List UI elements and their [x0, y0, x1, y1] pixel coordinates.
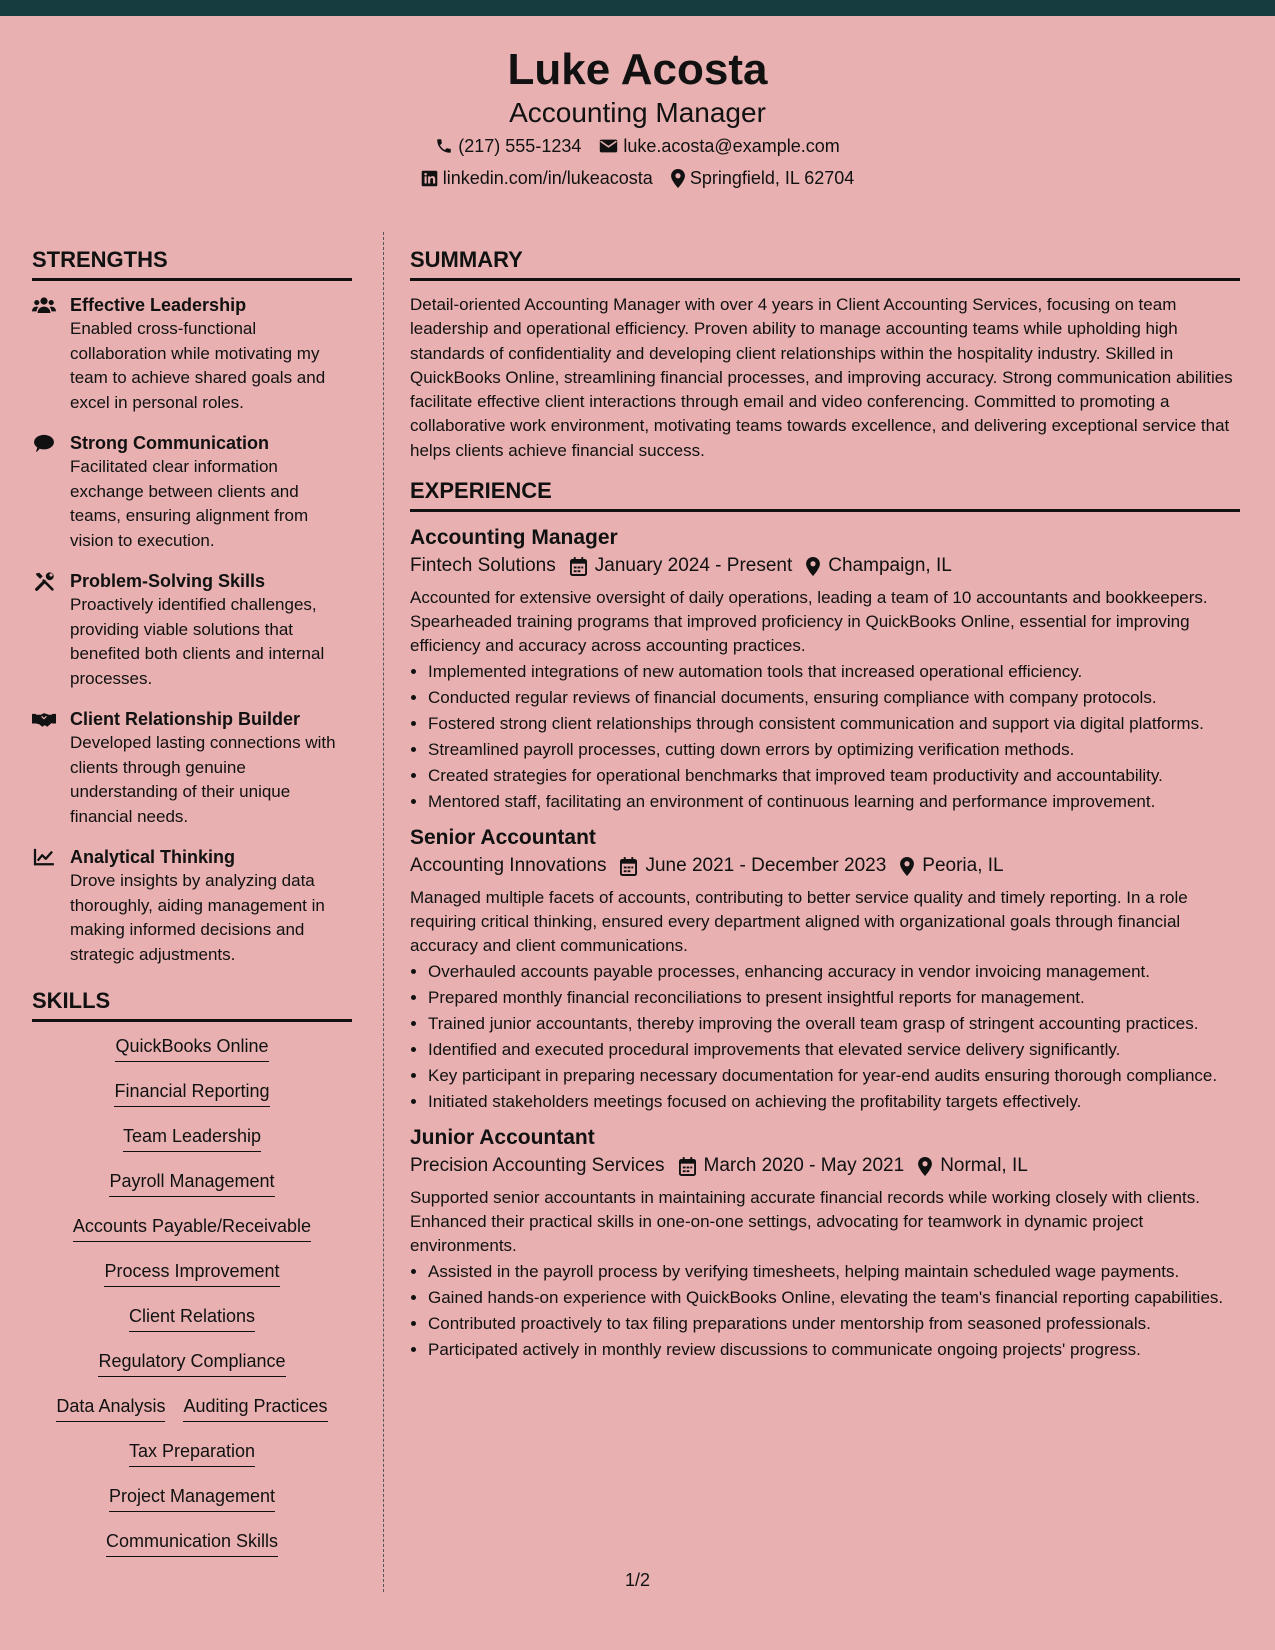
strength-name: Strong Communication: [70, 433, 269, 453]
strength-item: [32, 845, 352, 967]
strength-item: [32, 569, 352, 691]
column-divider: [383, 232, 384, 1592]
skill-tag: Team Leadership: [123, 1124, 261, 1152]
job-company: Accounting Innovations: [410, 855, 607, 877]
job-bullet: • Assisted in the payroll process by verifying timesheets, helping maintain scheduled wage payments.: [428, 1260, 1240, 1284]
job-meta: [410, 852, 1240, 880]
left-column: [32, 246, 352, 1574]
job-bullet: • Streamlined payroll processes, cutting down errors by optimizing verification methods.: [428, 738, 1240, 762]
chart-line-icon: [32, 847, 56, 867]
strength-name: Analytical Thinking: [70, 847, 236, 867]
job-dates: January 2024 - Present: [594, 555, 793, 577]
job-bullets: [410, 1260, 1240, 1362]
skills-list: [32, 1034, 352, 1574]
skill-tag: Accounts Payable/Receivable: [73, 1214, 311, 1242]
handshake-icon: [32, 709, 56, 729]
job-dates: June 2021 - December 2023: [645, 855, 887, 877]
job-location: Champaign, IL: [828, 555, 952, 577]
contact-row-1: [0, 134, 1275, 158]
candidate-name: Luke Acosta: [507, 45, 768, 94]
top-accent-bar: [0, 0, 1275, 16]
contact-row-2: [0, 166, 1275, 190]
job-bullet: • Contributed proactively to tax filing preparations under mentorship from seasoned professionals.: [428, 1312, 1240, 1336]
speech-bubble-icon: [32, 433, 56, 453]
skill-tag: Data Analysis: [56, 1394, 165, 1422]
skill-tag: Communication Skills: [106, 1529, 278, 1557]
job-bullet: • Key participant in preparing necessary documentation for year-end audits ensuring thorough compliance.: [428, 1064, 1240, 1088]
summary-text: Detail-oriented Accounting Manager with over 4 years in Client Accounting Services, focusing on team leadership and operational efficiency. Proven ability to manage accounting teams while upholding high standards of confidentiality and developing client relationships within the hospitality industry. Skilled in QuickBooks Online, streamlining financial processes, and improving accuracy. Strong communication abilities facilitate effective client interactions through email and video conferencing. Committed to promoting a collaborative work environment, motivating teams towards excellence, and delivering exceptional service that helps clients achieve financial success.: [410, 295, 1233, 460]
experience-heading: EXPERIENCE: [410, 477, 1240, 512]
linkedin-text[interactable]: linkedin.com/in/lukeacosta: [442, 168, 653, 188]
job-bullet: • Identified and executed procedural improvements that elevated service delivery significantly.: [428, 1038, 1240, 1062]
strengths-heading: STRENGTHS: [32, 246, 352, 281]
location-text: Springfield, IL 62704: [689, 168, 855, 188]
strength-item: [32, 293, 352, 415]
job-meta: [410, 1152, 1240, 1180]
job-description: Accounted for extensive oversight of daily operations, leading a team of 10 accountants and bookkeepers. Spearheaded training programs that improved proficiency in QuickBooks Online, essential for improving efficiency and accuracy across accounting practices.: [410, 588, 1208, 656]
page-number: 1/2: [624, 1570, 651, 1590]
job-bullet: • Prepared monthly financial reconciliations to present insightful reports for management.: [428, 986, 1240, 1010]
summary-heading: SUMMARY: [410, 246, 1240, 281]
job-description: Managed multiple facets of accounts, contributing to better service quality and timely reporting. In a role requiring critical thinking, ensured every department aligned with organizational goals through financial accuracy and client communications.: [410, 888, 1188, 956]
location-contact: [671, 166, 854, 190]
job-location: Peoria, IL: [922, 855, 1004, 877]
users-icon: [32, 295, 56, 315]
job-bullet: • Conducted regular reviews of financial documents, ensuring compliance with company protocols.: [428, 686, 1240, 710]
job-entry: [410, 1124, 1240, 1362]
email-text[interactable]: luke.acosta@example.com: [623, 136, 840, 156]
right-column: [410, 246, 1240, 1372]
job-dates: March 2020 - May 2021: [703, 1155, 905, 1177]
skill-tag: Financial Reporting: [114, 1079, 269, 1107]
map-pin-icon: [918, 1157, 932, 1176]
email-contact[interactable]: [599, 134, 839, 158]
skills-heading: SKILLS: [32, 987, 352, 1022]
job-bullets: [410, 660, 1240, 814]
calendar-icon: [679, 1157, 696, 1176]
job-bullet: • Initiated stakeholders meetings focused on achieving the profitability targets effectively.: [428, 1090, 1240, 1114]
job-entry: [410, 524, 1240, 814]
strength-name: Effective Leadership: [70, 295, 247, 315]
phone-text: (217) 555-1234: [458, 136, 582, 156]
job-bullet: • Implemented integrations of new automation tools that increased operational efficiency.: [428, 660, 1240, 684]
strength-description: Facilitated clear information exchange between clients and teams, ensuring alignment from vision to execution.: [70, 457, 309, 550]
job-bullet: • Overhauled accounts payable processes, enhancing accuracy in vendor invoicing management.: [428, 960, 1240, 984]
skill-tag: Project Management: [109, 1484, 275, 1512]
job-title: Accounting Manager: [410, 526, 618, 550]
strength-item: [32, 707, 352, 829]
strength-description: Developed lasting connections with clients through genuine understanding of their unique financial needs.: [70, 733, 336, 826]
skill-tag: Client Relations: [129, 1304, 255, 1332]
job-company: Precision Accounting Services: [410, 1155, 665, 1177]
candidate-title: Accounting Manager: [509, 97, 766, 128]
job-meta: [410, 552, 1240, 580]
tools-icon: [32, 571, 56, 591]
linkedin-contact[interactable]: [421, 166, 653, 190]
skill-tag: Auditing Practices: [183, 1394, 327, 1422]
job-location: Normal, IL: [940, 1155, 1028, 1177]
skill-tag: Payroll Management: [109, 1169, 274, 1197]
job-bullet: • Gained hands-on experience with QuickBooks Online, elevating the team's financial reporting capabilities.: [428, 1286, 1240, 1310]
map-pin-icon: [806, 557, 820, 576]
job-bullet: • Participated actively in monthly review discussions to communicate ongoing projects' progress.: [428, 1338, 1240, 1362]
skill-tag: QuickBooks Online: [115, 1034, 268, 1062]
linkedin-icon: [421, 170, 438, 187]
job-title: Junior Accountant: [410, 1126, 595, 1150]
map-pin-icon: [900, 857, 914, 876]
resume-header: [0, 16, 1275, 204]
strength-item: [32, 431, 352, 553]
calendar-icon: [620, 857, 637, 876]
envelope-icon: [599, 138, 618, 154]
strength-description: Enabled cross-functional collaboration while motivating my team to achieve shared goals and excel in personal roles.: [70, 319, 326, 412]
strength-name: Problem-Solving Skills: [70, 571, 266, 591]
strength-description: Drove insights by analyzing data thoroughly, aiding management in making informed decisions and strategic adjustments.: [70, 871, 325, 964]
job-bullets: [410, 960, 1240, 1114]
skill-tag: Regulatory Compliance: [98, 1349, 285, 1377]
phone-icon: [435, 137, 453, 155]
job-entry: [410, 824, 1240, 1114]
calendar-icon: [570, 557, 587, 576]
job-bullet: • Mentored staff, facilitating an environment of continuous learning and performance improvement.: [428, 790, 1240, 814]
job-title: Senior Accountant: [410, 826, 596, 850]
job-description: Supported senior accountants in maintaining accurate financial records while working closely with clients. Enhanced their practical skills in one-on-one settings, advocating for teamwork in dynamic project environments.: [410, 1188, 1200, 1256]
job-bullet: • Created strategies for operational benchmarks that improved team productivity and accountability.: [428, 764, 1240, 788]
job-bullet: • Trained junior accountants, thereby improving the overall team grasp of stringent accounting practices.: [428, 1012, 1240, 1036]
skill-tag: Tax Preparation: [129, 1439, 255, 1467]
phone-contact: [435, 134, 581, 158]
skill-tag: Process Improvement: [104, 1259, 279, 1287]
map-pin-icon: [671, 169, 685, 188]
strength-description: Proactively identified challenges, providing viable solutions that benefited both clients and internal processes.: [70, 595, 325, 688]
job-company: Fintech Solutions: [410, 555, 556, 577]
job-bullet: • Fostered strong client relationships through consistent communication and support via digital platforms.: [428, 712, 1240, 736]
strength-name: Client Relationship Builder: [70, 709, 301, 729]
